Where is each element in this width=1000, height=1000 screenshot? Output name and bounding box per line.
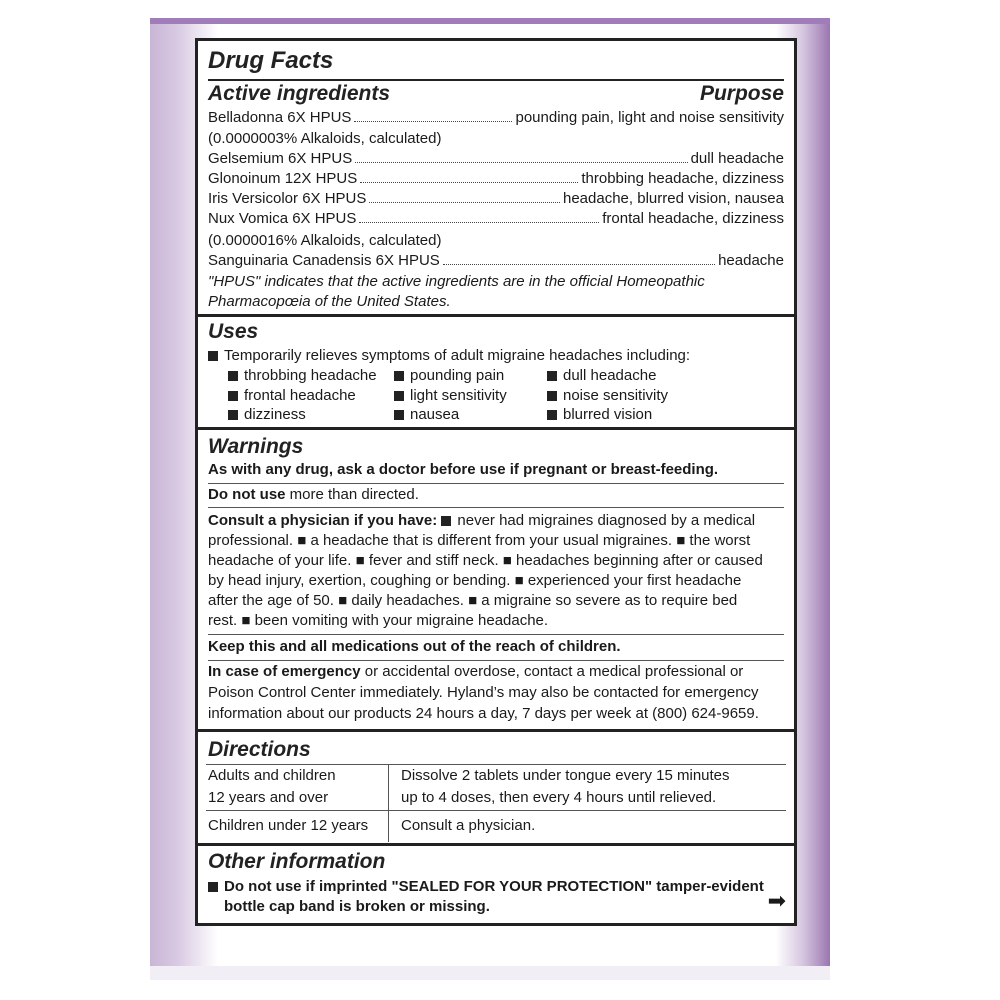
ingredient-note: (0.0000016% Alkaloids, calculated) bbox=[208, 232, 442, 249]
uses-intro: Temporarily relieves symptoms of adult migraine headaches including: bbox=[208, 346, 784, 366]
bullet-icon bbox=[208, 882, 218, 892]
emergency-line-1: In case of emergency or accidental overdose, contact a medical professional or bbox=[208, 663, 744, 680]
warnings-heading: Warnings bbox=[208, 435, 304, 458]
directions-heading: Directions bbox=[208, 738, 311, 761]
continue-arrow-icon: ➡ bbox=[767, 888, 786, 913]
emergency-line: Poison Control Center immediately. Hyland’s may also be contacted for emergency bbox=[208, 684, 759, 701]
drug-facts-panel bbox=[195, 38, 797, 926]
use-item: light sensitivity bbox=[394, 386, 784, 406]
drug-facts-title: Drug Facts bbox=[208, 47, 334, 74]
bullet-icon bbox=[208, 351, 218, 361]
consult-line-1: Consult a physician if you have: never had migraines diagnosed by a medical bbox=[208, 512, 756, 529]
ingredient-row: Glonoinum 12X HPUS throbbing headache, dizziness bbox=[208, 170, 784, 187]
emergency-line: information about our products 24 hours a day, 7 days per week at (800) 624-9659. bbox=[208, 705, 759, 722]
other-information-heading: Other information bbox=[208, 850, 386, 873]
use-item: dizziness bbox=[228, 405, 784, 425]
ingredient-row: Sanguinaria Canadensis 6X HPUS headache bbox=[208, 252, 784, 269]
use-item: throbbing headache bbox=[228, 366, 784, 386]
consult-line: rest. ■ been vomiting with your migraine headache. bbox=[208, 612, 549, 629]
active-ingredients-heading: Active ingredients bbox=[208, 82, 391, 105]
consult-line: professional. ■ a headache that is different from your usual migraines. ■ the worst bbox=[208, 532, 751, 549]
do-not-use: Do not use more than directed. bbox=[208, 486, 419, 503]
keep-away-warning: Keep this and all medications out of the reach of children. bbox=[208, 638, 621, 655]
package-bottom bbox=[150, 966, 830, 980]
ingredient-row: Gelsemium 6X HPUS dull headache bbox=[208, 150, 784, 167]
use-item: blurred vision bbox=[547, 405, 784, 425]
warnings-section bbox=[198, 430, 794, 732]
ingredient-note: (0.0000003% Alkaloids, calculated) bbox=[208, 130, 442, 147]
use-item: nausea bbox=[394, 405, 784, 425]
directions-what: Dissolve 2 tablets under tongue every 15 minutes up to 4 doses, then every 4 hours until relieved. bbox=[401, 767, 730, 806]
active-ingredients-section bbox=[198, 41, 794, 317]
directions-what: Consult a physician. bbox=[401, 817, 536, 834]
use-item: frontal headache bbox=[228, 386, 784, 406]
use-item: noise sensitivity bbox=[547, 386, 784, 406]
consult-line: by head injury, exertion, coughing or bending. ■ experienced your first headache bbox=[208, 572, 742, 589]
uses-section bbox=[198, 317, 794, 430]
consult-line: headache of your life. ■ fever and stiff neck. ■ headaches beginning after or caused bbox=[208, 552, 763, 569]
uses-heading: Uses bbox=[208, 320, 259, 343]
other-information-section bbox=[198, 846, 794, 923]
hpus-note-line-2: Pharmacopœia of the United States. bbox=[208, 293, 451, 310]
ingredient-row: Iris Versicolor 6X HPUS headache, blurred vision, nausea bbox=[208, 190, 784, 207]
consult-line: after the age of 50. ■ daily headaches. ■ a migraine so severe as to require bed bbox=[208, 592, 738, 609]
other-info-line-2: bottle cap band is broken or missing. bbox=[224, 898, 490, 915]
use-item: pounding pain bbox=[394, 366, 784, 386]
purpose-heading: Purpose bbox=[699, 82, 784, 105]
pregnancy-warning: As with any drug, ask a doctor before use if pregnant or breast-feeding. bbox=[208, 461, 719, 478]
directions-who: Adults and children 12 years and over bbox=[208, 767, 336, 806]
ingredient-row: Nux Vomica 6X HPUS frontal headache, dizziness bbox=[208, 210, 784, 227]
directions-section bbox=[198, 732, 794, 846]
ingredient-row: Belladonna 6X HPUS pounding pain, light and noise sensitivity bbox=[208, 109, 784, 126]
directions-who: Children under 12 years bbox=[208, 817, 369, 834]
hpus-note-line-1: "HPUS" indicates that the active ingredients are in the official Homeopathic bbox=[208, 273, 705, 290]
other-info-line-1: Do not use if imprinted "SEALED FOR YOUR PROTECTION" tamper-evident bbox=[208, 877, 784, 897]
use-item: dull headache bbox=[547, 366, 784, 386]
